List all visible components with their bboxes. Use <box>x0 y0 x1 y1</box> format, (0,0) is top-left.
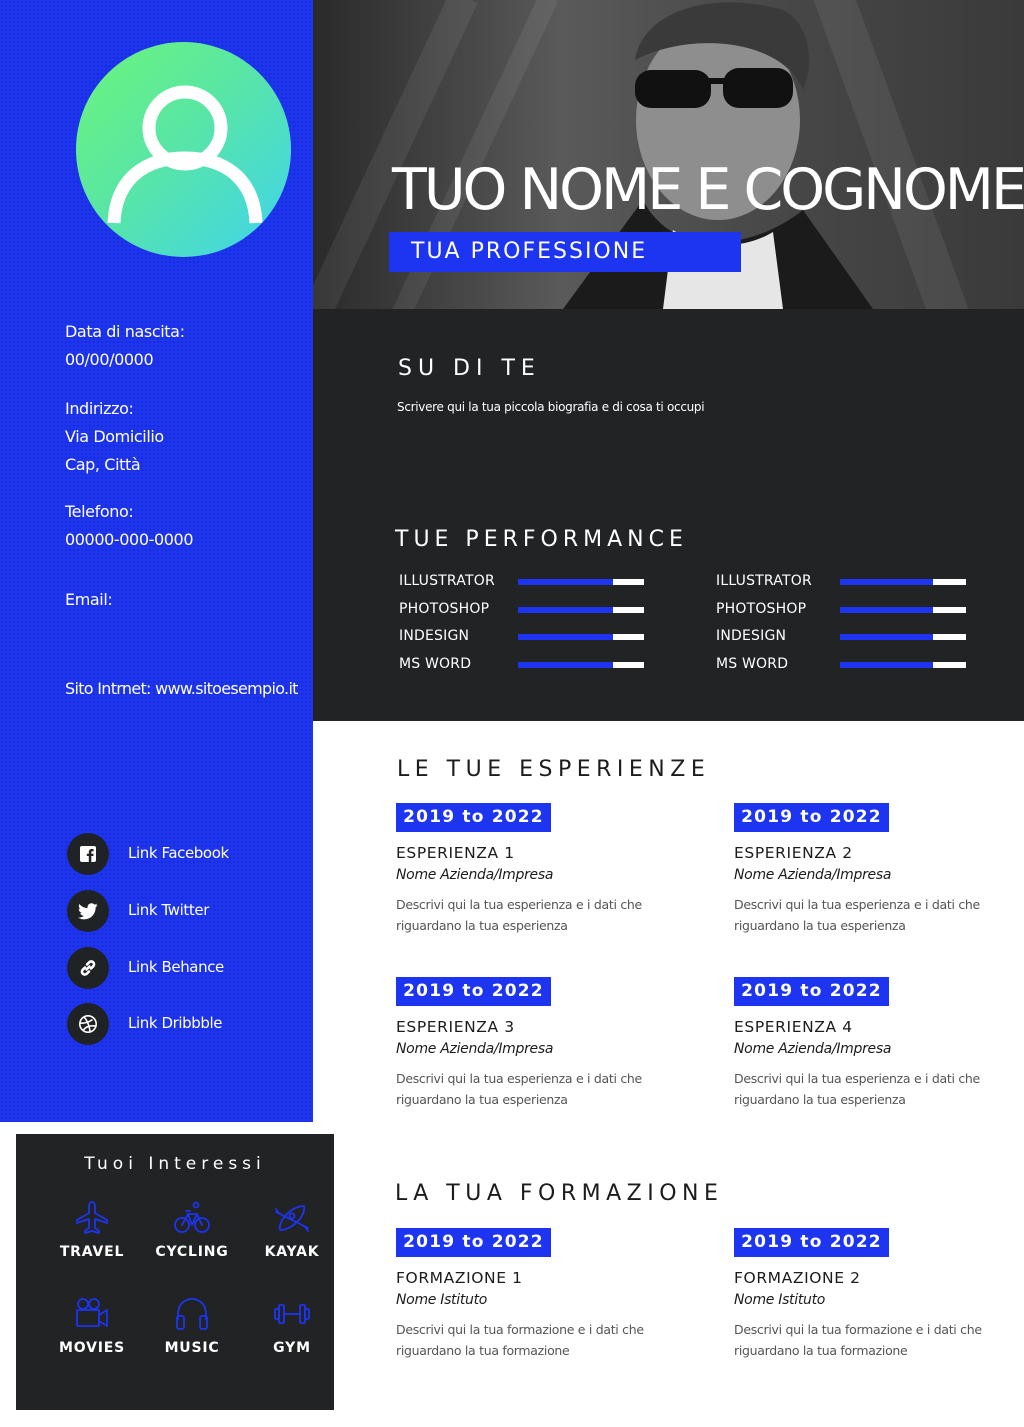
entry-description: Descrivi qui la tua formazione e i dati che riguardano la tua formazione <box>396 1322 644 1358</box>
entry-title: ESPERIENZA 2 <box>734 844 853 862</box>
address-line-1: Via Domicilio <box>65 427 164 446</box>
skill-bar-fill <box>840 607 933 613</box>
interests-box <box>16 1134 334 1410</box>
social-label: Link Dribbble <box>128 1014 223 1032</box>
birth-date-value: 00/00/0000 <box>65 350 154 369</box>
entry-title: ESPERIENZA 1 <box>396 844 515 862</box>
skill-row <box>399 601 689 621</box>
interest-label: TRAVEL <box>59 1244 125 1260</box>
entry-title: FORMAZIONE 1 <box>396 1269 523 1287</box>
phone-label: Telefono: <box>65 502 134 521</box>
skill-bar-track <box>840 607 966 613</box>
entry-description: Descrivi qui la tua esperienza e i dati che riguardano la tua esperienza <box>396 897 642 933</box>
skill-row <box>399 656 689 676</box>
dribbble-icon <box>67 1003 109 1045</box>
address-line-2: Cap, Città <box>65 455 141 474</box>
date-badge: 2019 to 2022 <box>396 1228 551 1257</box>
birth-date-label: Data di nascita: <box>65 322 185 341</box>
social-label: Link Twitter <box>128 901 209 919</box>
skill-row <box>716 573 1006 593</box>
skill-bar-track <box>518 607 644 613</box>
skill-row <box>399 573 689 593</box>
skill-bar-track <box>840 634 966 640</box>
interest-cycling <box>142 1200 242 1260</box>
phone-value: 00000-000-0000 <box>65 530 194 549</box>
skill-bar-fill <box>518 607 613 613</box>
skill-bar-fill <box>840 662 933 668</box>
skill-row <box>399 628 689 648</box>
entry-company: Nome Azienda/Impresa <box>396 1041 554 1057</box>
entry-description: Descrivi qui la tua esperienza e i dati che riguardano la tua esperienza <box>734 1071 980 1107</box>
twitter-icon <box>67 890 109 932</box>
entry-title: ESPERIENZA 3 <box>396 1018 515 1036</box>
social-link-behance[interactable] <box>67 947 307 989</box>
user-icon <box>76 42 291 257</box>
interest-gym <box>242 1296 342 1356</box>
headphones-icon <box>174 1296 210 1332</box>
entry-institute: Nome Istituto <box>734 1292 826 1308</box>
avatar <box>76 42 291 257</box>
skill-name: MS WORD <box>716 655 789 672</box>
interest-movies <box>42 1296 142 1356</box>
skill-bar-track <box>840 662 966 668</box>
kayak-icon <box>274 1200 310 1236</box>
social-label: Link Facebook <box>128 844 229 862</box>
skill-row <box>716 628 1006 648</box>
entry-title: ESPERIENZA 4 <box>734 1018 853 1036</box>
interest-kayak <box>242 1200 342 1260</box>
address-block <box>65 395 164 479</box>
entry-company: Nome Azienda/Impresa <box>734 867 892 883</box>
about-text: Scrivere qui la tua piccola biografia e di cosa ti occupi <box>397 400 705 414</box>
skill-name: MS WORD <box>399 655 472 672</box>
birth-date-block <box>65 318 185 374</box>
entry-institute: Nome Istituto <box>396 1292 488 1308</box>
about-title: SU DI TE <box>398 356 541 381</box>
interest-label: CYCLING <box>155 1244 229 1260</box>
bicycle-icon <box>173 1200 211 1236</box>
phone-block <box>65 498 193 554</box>
profession-bar <box>389 232 741 272</box>
date-badge: 2019 to 2022 <box>734 803 889 832</box>
entry-company: Nome Azienda/Impresa <box>396 867 554 883</box>
skill-name: INDESIGN <box>399 628 470 645</box>
social-link-dribbble[interactable] <box>67 1003 307 1045</box>
date-badge: 2019 to 2022 <box>734 1228 889 1257</box>
date-badge: 2019 to 2022 <box>396 803 551 832</box>
social-link-facebook[interactable] <box>67 833 307 875</box>
facebook-icon <box>67 833 109 875</box>
skill-name: ILLUSTRATOR <box>399 573 495 589</box>
skill-name: PHOTOSHOP <box>399 600 490 617</box>
skill-bar-fill <box>840 579 933 585</box>
social-label: Link Behance <box>128 958 224 976</box>
interests-title: Tuoi Interessi <box>84 1154 266 1174</box>
website-link[interactable]: Sito Intrnet: www.sitoesempio.it <box>65 679 298 698</box>
interest-label: GYM <box>273 1340 311 1356</box>
interest-music <box>142 1296 242 1356</box>
skill-name: INDESIGN <box>716 628 787 645</box>
skill-bar-track <box>518 634 644 640</box>
interest-label: MOVIES <box>59 1340 125 1356</box>
skill-bar-track <box>518 662 644 668</box>
entry-description: Descrivi qui la tua esperienza e i dati che riguardano la tua esperienza <box>396 1071 642 1107</box>
interest-label: MUSIC <box>164 1340 220 1356</box>
date-badge: 2019 to 2022 <box>734 977 889 1006</box>
email-label: Email: <box>65 590 113 609</box>
skill-row <box>716 601 1006 621</box>
entry-company: Nome Azienda/Impresa <box>734 1041 892 1057</box>
interest-travel <box>42 1200 142 1260</box>
entry-title: FORMAZIONE 2 <box>734 1269 861 1287</box>
skill-row <box>716 656 1006 676</box>
airplane-icon <box>75 1200 109 1236</box>
skill-name: PHOTOSHOP <box>716 600 807 617</box>
link-icon <box>67 947 109 989</box>
education-title: LA TUA FORMAZIONE <box>395 1181 724 1206</box>
social-link-twitter[interactable] <box>67 890 307 932</box>
performance-title: TUE PERFORMANCE <box>395 527 688 552</box>
skill-bar-track <box>840 579 966 585</box>
entry-description: Descrivi qui la tua formazione e i dati che riguardano la tua formazione <box>734 1322 982 1358</box>
dumbbell-icon <box>274 1296 310 1332</box>
entry-description: Descrivi qui la tua esperienza e i dati che riguardano la tua esperienza <box>734 897 980 933</box>
email-block <box>65 586 112 614</box>
profession-title: TUA PROFESSIONE <box>411 239 648 264</box>
skill-bar-fill <box>518 634 613 640</box>
skill-bar-fill <box>840 634 933 640</box>
skill-bar-fill <box>518 579 613 585</box>
movie-camera-icon <box>73 1296 111 1332</box>
full-name: TUO NOME E COGNOME <box>392 157 1024 223</box>
skill-bar-fill <box>518 662 613 668</box>
skill-name: ILLUSTRATOR <box>716 573 812 589</box>
interest-label: KAYAK <box>264 1244 320 1260</box>
address-label: Indirizzo: <box>65 399 134 418</box>
experience-title: LE TUE ESPERIENZE <box>397 757 711 782</box>
date-badge: 2019 to 2022 <box>396 977 551 1006</box>
skill-bar-track <box>518 579 644 585</box>
